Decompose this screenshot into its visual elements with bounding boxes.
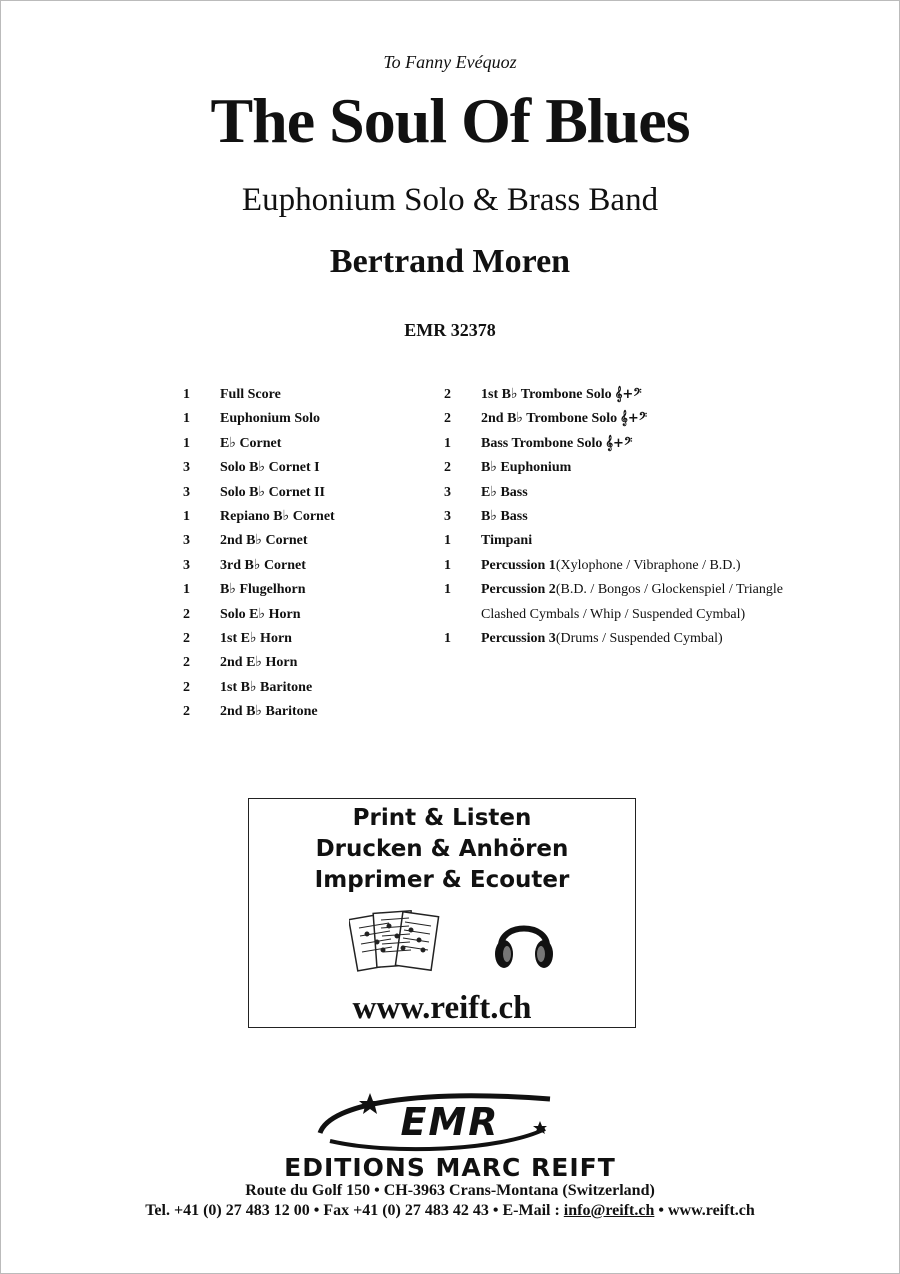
part-name: Solo B♭ Cornet II: [220, 484, 325, 500]
part-quantity: 2: [183, 606, 190, 622]
part-row: [183, 531, 433, 555]
part-name: Repiano B♭ Cornet: [220, 508, 335, 524]
part-name: 2nd B♭ Trombone Solo: [481, 411, 618, 427]
part-quantity: 2: [183, 655, 190, 671]
part-row: [444, 409, 864, 433]
part-row: [444, 629, 864, 653]
part-row: [183, 385, 433, 409]
part-quantity: 3: [183, 533, 190, 549]
part-name: B♭ Flugelhorn: [220, 582, 306, 598]
parts-list-right: [444, 385, 864, 653]
part-row: [444, 483, 864, 507]
print-listen-box: [248, 798, 636, 1028]
part-quantity: 2: [183, 704, 190, 720]
subtitle: Euphonium Solo & Brass Band: [241, 182, 659, 218]
emr-logo: [300, 1085, 600, 1155]
promo-icons: [249, 896, 635, 988]
catalog-number: EMR 32378: [404, 320, 496, 340]
part-row: [183, 556, 433, 580]
part-name: Full Score: [220, 387, 281, 402]
promo-line-1: Print & Listen: [352, 805, 532, 831]
clef-icon: 𝄞+𝄢: [620, 411, 648, 427]
part-name: Percussion 2: [481, 582, 556, 598]
part-name: Solo B♭ Cornet I: [220, 460, 320, 476]
part-name: E♭ Bass: [481, 484, 528, 500]
promo-line-3: Imprimer & Ecouter: [314, 867, 570, 893]
contact-prefix: Tel. +41 (0) 27 483 12 00 • Fax +41 (0) 27 483 42 43 • E-Mail :: [145, 1202, 564, 1219]
part-name: 2nd E♭ Horn: [220, 655, 298, 671]
part-row: [183, 653, 433, 677]
parts-list-left: [183, 385, 433, 726]
part-name: 3rd B♭ Cornet: [220, 557, 306, 573]
part-note: (Xylophone / Vibraphone / B.D.): [555, 557, 741, 573]
part-row: [444, 580, 864, 604]
part-row: [183, 629, 433, 653]
part-name: 1st B♭ Trombone Solo: [481, 387, 612, 402]
part-row: [183, 678, 433, 702]
part-name: Bass Trombone Solo: [481, 435, 603, 451]
part-quantity: 2: [444, 460, 451, 476]
part-name: 2nd B♭ Cornet: [220, 533, 308, 549]
part-row: [183, 605, 433, 629]
part-quantity: 1: [444, 582, 451, 598]
publisher-contact: [0, 1202, 900, 1220]
page-title: The Soul Of Blues: [210, 85, 690, 156]
part-row: [183, 434, 433, 458]
headphones-icon: [489, 904, 559, 976]
part-row: [183, 580, 433, 604]
part-row: [444, 458, 864, 482]
part-quantity: 1: [444, 533, 451, 549]
part-name: Euphonium Solo: [220, 411, 320, 427]
part-note: (B.D. / Bongos / Glockenspiel / Triangle: [555, 582, 783, 598]
publisher-name: EDITIONS MARC REIFT: [284, 1153, 616, 1182]
email-link[interactable]: info@reift.ch: [563, 1202, 655, 1219]
logo-text: EMR: [400, 1100, 500, 1144]
part-row: [444, 385, 864, 409]
part-row: [444, 556, 864, 580]
promo-line-2: Drucken & Anhören: [315, 836, 569, 862]
clef-icon: 𝄞+𝄢: [605, 435, 633, 451]
part-row: [183, 458, 433, 482]
composer: Bertrand Moren: [329, 243, 571, 280]
part-name: 1st E♭ Horn: [220, 630, 292, 646]
part-quantity: [444, 605, 481, 629]
part-quantity: 1: [183, 411, 190, 427]
part-quantity: 1: [444, 630, 451, 646]
part-name: B♭ Bass: [481, 508, 528, 524]
part-row: [444, 507, 864, 531]
part-row: [183, 507, 433, 531]
part-quantity: 1: [183, 435, 190, 451]
part-name: Percussion 1: [481, 557, 556, 573]
part-quantity: 3: [444, 484, 451, 500]
promo-url[interactable]: www.reift.ch: [352, 990, 532, 1026]
part-row: [183, 702, 433, 726]
contact-suffix: • www.reift.ch: [654, 1202, 755, 1219]
part-quantity: 2: [183, 679, 190, 695]
part-quantity: 1: [183, 387, 190, 402]
part-name: Solo E♭ Horn: [220, 606, 301, 622]
part-note: (Drums / Suspended Cymbal): [555, 630, 723, 646]
part-quantity: 3: [444, 508, 451, 524]
part-quantity: 3: [183, 484, 190, 500]
part-name: B♭ Euphonium: [481, 460, 572, 476]
sheet-music-icon: [349, 906, 444, 978]
part-quantity: 2: [444, 387, 451, 402]
part-name: 1st B♭ Baritone: [220, 679, 313, 695]
part-quantity: 3: [183, 460, 190, 476]
part-row: [183, 409, 433, 433]
publisher-address: Route du Golf 150 • CH-3963 Crans-Montana (Switzerland): [245, 1182, 655, 1199]
clef-icon: 𝄞+𝄢: [614, 387, 642, 402]
part-name: 2nd B♭ Baritone: [220, 704, 318, 720]
part-quantity: 1: [183, 582, 190, 598]
part-quantity: 1: [183, 508, 190, 524]
part-row: [444, 434, 864, 458]
part-row: [444, 531, 864, 555]
dedication: To Fanny Evéquoz: [383, 52, 517, 72]
part-name: Timpani: [481, 533, 533, 549]
part-name: Percussion 3: [481, 630, 556, 646]
part-quantity: 1: [444, 435, 451, 451]
part-quantity: 3: [183, 557, 190, 573]
part-quantity: 2: [183, 630, 190, 646]
part-name: E♭ Cornet: [220, 435, 282, 451]
part-quantity: 2: [444, 411, 451, 427]
part-row: [444, 605, 864, 629]
part-quantity: 1: [444, 557, 451, 573]
part-note: Clashed Cymbals / Whip / Suspended Cymbal): [481, 606, 746, 622]
part-row: [183, 483, 433, 507]
